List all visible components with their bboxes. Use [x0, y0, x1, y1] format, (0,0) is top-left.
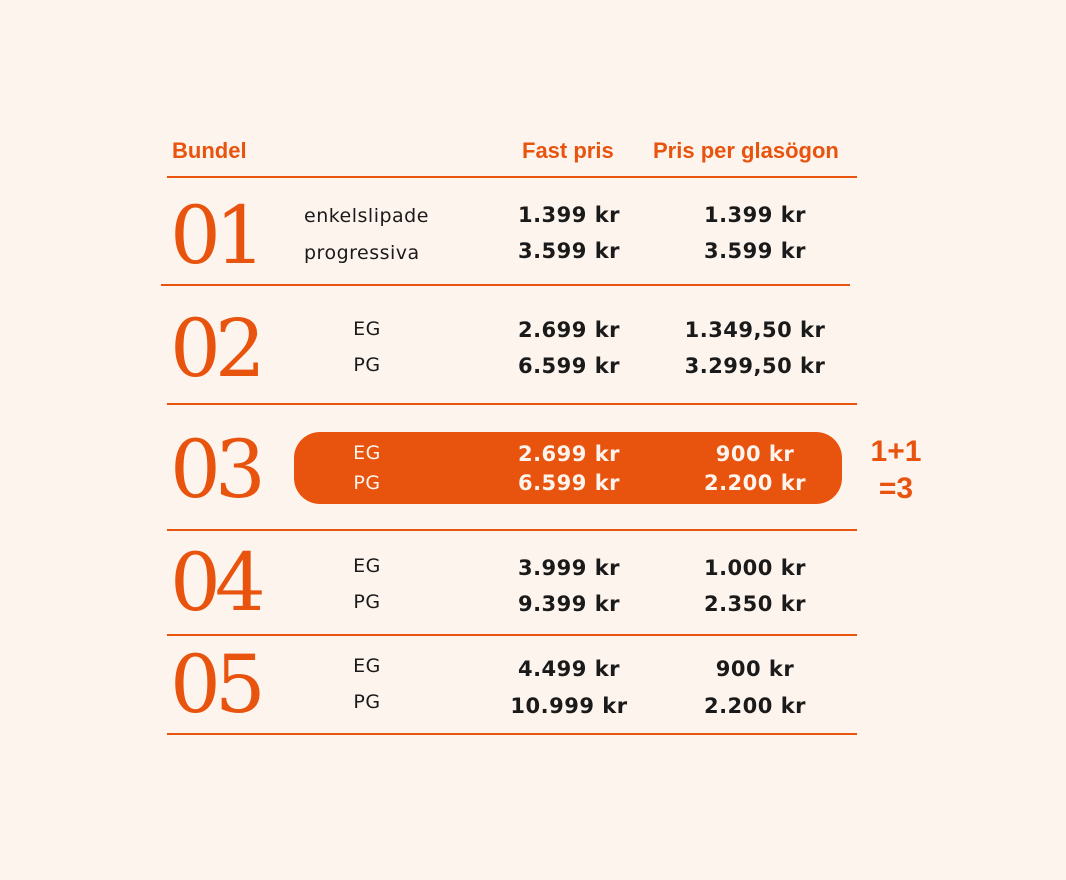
promo-badge-line-1: 1+1 [870, 435, 922, 468]
lens-type-label: EG [353, 318, 381, 340]
lens-type-label: PG [353, 354, 381, 376]
divider-header [167, 176, 857, 178]
fast-price: 2.699 kr [517, 318, 621, 342]
lens-type-label: progressiva [304, 242, 420, 264]
price-per-glasses: 3.599 kr [703, 239, 807, 263]
lens-type-label: EG [353, 555, 381, 577]
fast-price: 6.599 kr [517, 354, 621, 378]
bundle-number: 05 [170, 638, 260, 731]
fast-price: 3.599 kr [517, 239, 621, 263]
fast-price: 2.699 kr [517, 442, 621, 466]
price-per-glasses: 2.200 kr [703, 694, 807, 718]
price-per-glasses: 2.200 kr [703, 471, 807, 495]
divider-row-4 [167, 634, 857, 636]
price-per-glasses: 1.349,50 kr [684, 318, 826, 342]
divider-row-3 [167, 529, 857, 531]
divider-row-2 [167, 403, 857, 405]
fast-price: 9.399 kr [517, 592, 621, 616]
bundle-number: 03 [170, 423, 260, 516]
column-header-price-per-glasses: Pris per glasögon [653, 138, 839, 163]
lens-type-label: PG [353, 691, 381, 713]
fast-price: 3.999 kr [517, 556, 621, 580]
bundle-number: 01 [170, 189, 260, 282]
fast-price: 1.399 kr [517, 203, 621, 227]
fast-price: 6.599 kr [517, 471, 621, 495]
price-per-glasses: 2.350 kr [703, 592, 807, 616]
divider-row-1 [161, 284, 850, 286]
price-per-glasses: 1.399 kr [703, 203, 807, 227]
price-per-glasses: 1.000 kr [703, 556, 807, 580]
bundle-number: 04 [170, 536, 260, 629]
column-header-fast-price: Fast pris [522, 138, 614, 163]
lens-type-label: EG [353, 655, 381, 677]
promo-badge-line-2: =3 [878, 472, 914, 505]
lens-type-label: EG [353, 442, 381, 464]
price-per-glasses: 3.299,50 kr [684, 354, 826, 378]
lens-type-label: enkelslipade [304, 205, 429, 227]
column-header-bundle: Bundel [172, 138, 247, 163]
fast-price: 4.499 kr [517, 657, 621, 681]
price-per-glasses: 900 kr [715, 657, 795, 681]
fast-price: 10.999 kr [510, 694, 628, 718]
bundle-number: 02 [170, 302, 260, 395]
divider-row-5 [167, 733, 857, 735]
price-per-glasses: 900 kr [715, 442, 795, 466]
lens-type-label: PG [353, 472, 381, 494]
lens-type-label: PG [353, 591, 381, 613]
